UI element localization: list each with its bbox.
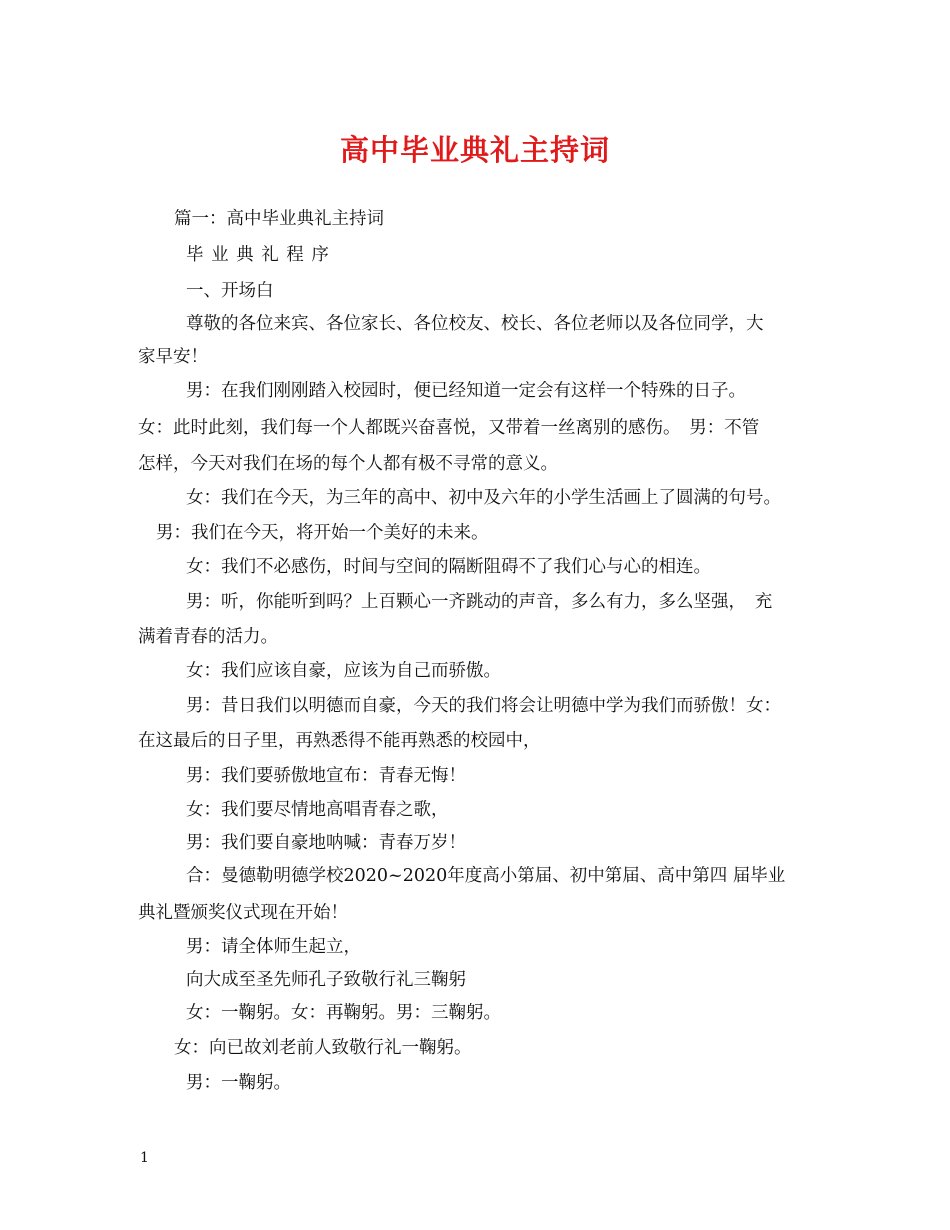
body-line: 男：请全体师生起立， [186, 937, 361, 957]
page-title: 高中毕业典礼主持词 [339, 133, 610, 167]
body-line: 女：我们在今天，为三年的高中、初中及六年的小学生活画上了圆满的句号。 [186, 488, 781, 508]
body-line: 男：听，你能听到吗？上百颗心一齐跳动的声音，多么有力，多么坚强， 充 [186, 592, 773, 612]
body-line: 向大成至圣先师孔子致敬行礼三鞠躬 [186, 970, 466, 990]
body-line: 男：一鞠躬。 [186, 1073, 291, 1093]
body-line: 男：昔日我们以明德而自豪，今天的我们将会让明德中学为我们而骄傲！女： [186, 696, 781, 716]
body-line: 女：一鞠躬。女：再鞠躬。男：三鞠躬。 [186, 1003, 501, 1023]
body-line: 尊敬的各位来宾、各位家长、各位校友、校长、各位老师以及各位同学，大 [186, 314, 764, 334]
body-line: 篇一：高中毕业典礼主持词 [174, 209, 384, 229]
body-line: 女：向已故刘老前人致敬行礼一鞠躬。 [174, 1038, 472, 1058]
body-line: 一、开场白 [186, 281, 274, 301]
body-line: 男：我们要自豪地呐喊：青春万岁！ [186, 833, 466, 853]
page-number: 1 [140, 1150, 149, 1166]
body-line: 男：我们要骄傲地宣布：青春无悔！ [186, 766, 466, 786]
body-line: 毕 业 典 礼 程 序 [186, 245, 330, 265]
body-line: 家早安！ [138, 347, 208, 367]
body-line: 在这最后的日子里，再熟悉得不能再熟悉的校园中， [138, 731, 541, 751]
body-line: 女：我们应该自豪，应该为自己而骄傲。 [186, 661, 501, 681]
body-line: 合：曼德勒明德学校2020~2020年度高小第届、初中第届、高中第四 届毕业 [186, 866, 786, 886]
body-line: 典礼暨颁奖仪式现在开始！ [138, 903, 348, 923]
body-line: 女：我们要尽情地高唱青春之歌， [186, 800, 449, 820]
body-line: 男：我们在今天，将开始一个美好的未来。 [156, 523, 489, 543]
body-line: 满着青春的活力。 [138, 627, 278, 647]
body-line: 女：我们不必感伤，时间与空间的隔断阻碍不了我们心与心的相连。 [186, 557, 711, 577]
body-line: 怎样，今天对我们在场的每个人都有极不寻常的意义。 [138, 454, 558, 474]
body-line: 男：在我们刚刚踏入校园时，便已经知道一定会有这样一个特殊的日子。 [186, 381, 746, 401]
body-line: 女：此时此刻，我们每一个人都既兴奋喜悦，又带着一丝离别的感伤。 男：不管 [138, 418, 760, 438]
